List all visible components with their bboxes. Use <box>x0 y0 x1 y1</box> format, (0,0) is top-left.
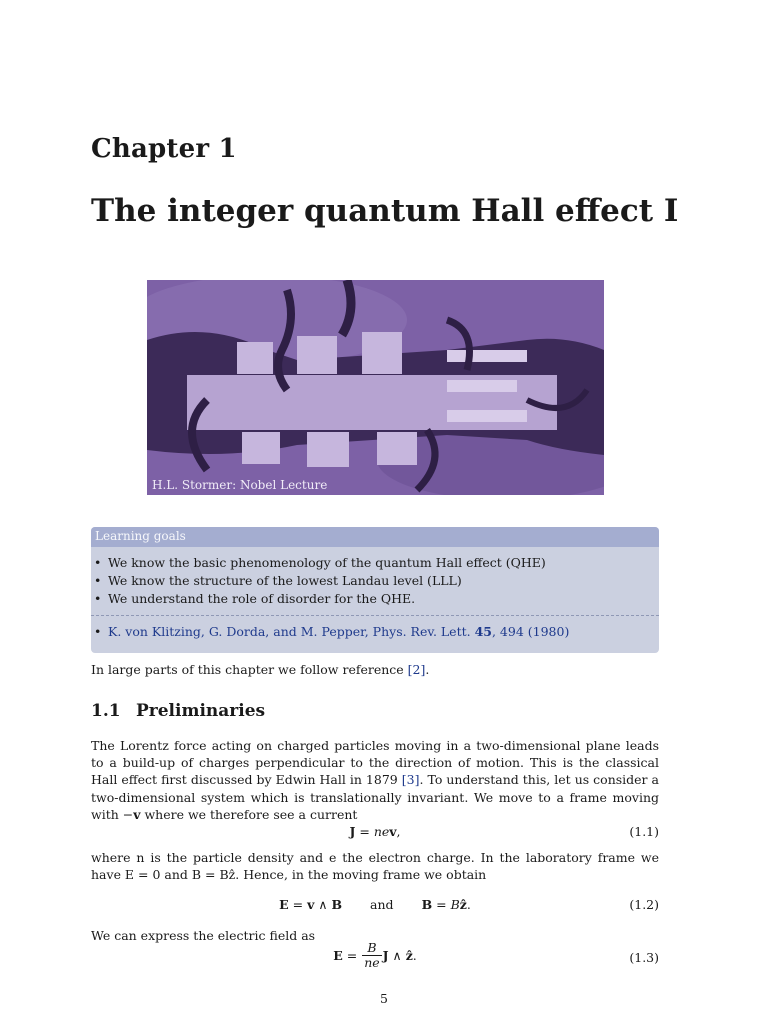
intro-text: In large parts of this chapter we follow reference <box>91 662 408 677</box>
paragraph-electric-field: We can express the electric field as <box>91 928 316 943</box>
hall-bar-photo-graphic <box>147 280 604 495</box>
learning-goals-list <box>91 554 659 608</box>
equation-1-1-body: J = nev, <box>349 824 401 839</box>
learning-goals-header: Learning goals <box>91 527 659 547</box>
paragraph-lorentz-force <box>91 737 659 823</box>
section-number: 1.1 <box>91 701 121 721</box>
learning-goals-box <box>91 527 659 653</box>
intro-paragraph <box>91 661 659 678</box>
equation-1-1-label: (1.1) <box>629 824 659 839</box>
reference-authors: K. von Klitzing, G. Dorda, and M. Pepper, Phys. Rev. Lett. <box>108 624 475 639</box>
chapter-label: Chapter 1 <box>91 134 237 164</box>
paragraph1-text-a: The Lorentz force acting on charged particles moving in a two-dimensional plane leads to a build-up of charges perpendicular to the direction of motion. This is the classical Hall effect first discussed by Edwin Hall in 1879 <box>91 738 659 788</box>
figure-caption: H.L. Stormer: Nobel Lecture <box>152 478 328 492</box>
equation-1-3-body: E = $\frac{B}{ne}$ J ∧ ẑ. <box>333 940 417 970</box>
citation-link-3[interactable]: [3] <box>401 772 420 788</box>
learning-goal-item: • We understand the role of disorder for the QHE. <box>91 590 659 608</box>
equation-1-2-label: (1.2) <box>629 897 659 912</box>
citation-link-2[interactable]: [2] <box>407 662 426 677</box>
reference-pages-year: , 494 (1980) <box>491 624 570 639</box>
equation-1-2-body: E = v ∧ B and B = Bẑ. <box>279 897 471 912</box>
equation-1-3-label: (1.3) <box>629 950 659 965</box>
intro-text-end: . <box>425 662 430 677</box>
equation-1-1 <box>91 824 659 848</box>
learning-goal-item: • We know the structure of the lowest Landau level (LLL) <box>91 572 659 590</box>
section-title: Preliminaries <box>136 701 266 721</box>
hall-bar-photo <box>147 280 604 495</box>
learning-goals-divider <box>91 615 659 616</box>
velocity-symbol: v <box>133 806 141 822</box>
equation-connector: and <box>370 897 394 912</box>
learning-goal-item: • We know the basic phenomenology of the quantum Hall effect (QHE) <box>91 554 659 572</box>
paragraph-lab-frame: where n is the particle density and e the electron charge. In the laboratory frame we have E = 0 and B = Bẑ. Hence, in the moving frame we obtain <box>91 850 659 883</box>
reference-volume: 45 <box>474 624 492 639</box>
section-heading <box>91 701 265 721</box>
chapter-title: The integer quantum Hall effect I <box>91 193 679 229</box>
paragraph1-text-b: . To understand this, let us consider a two-dimensional system which is translationally invariant. We move to a frame moving with − <box>91 772 659 822</box>
paragraph1-text-c: where we therefore see a current <box>140 806 358 822</box>
fraction-b-over-ne: $\frac{B}{ne}$ <box>364 940 380 970</box>
page-number: 5 <box>380 991 388 1006</box>
equation-1-3 <box>91 941 659 977</box>
equation-1-2 <box>91 897 659 921</box>
reference-link[interactable] <box>91 623 659 641</box>
